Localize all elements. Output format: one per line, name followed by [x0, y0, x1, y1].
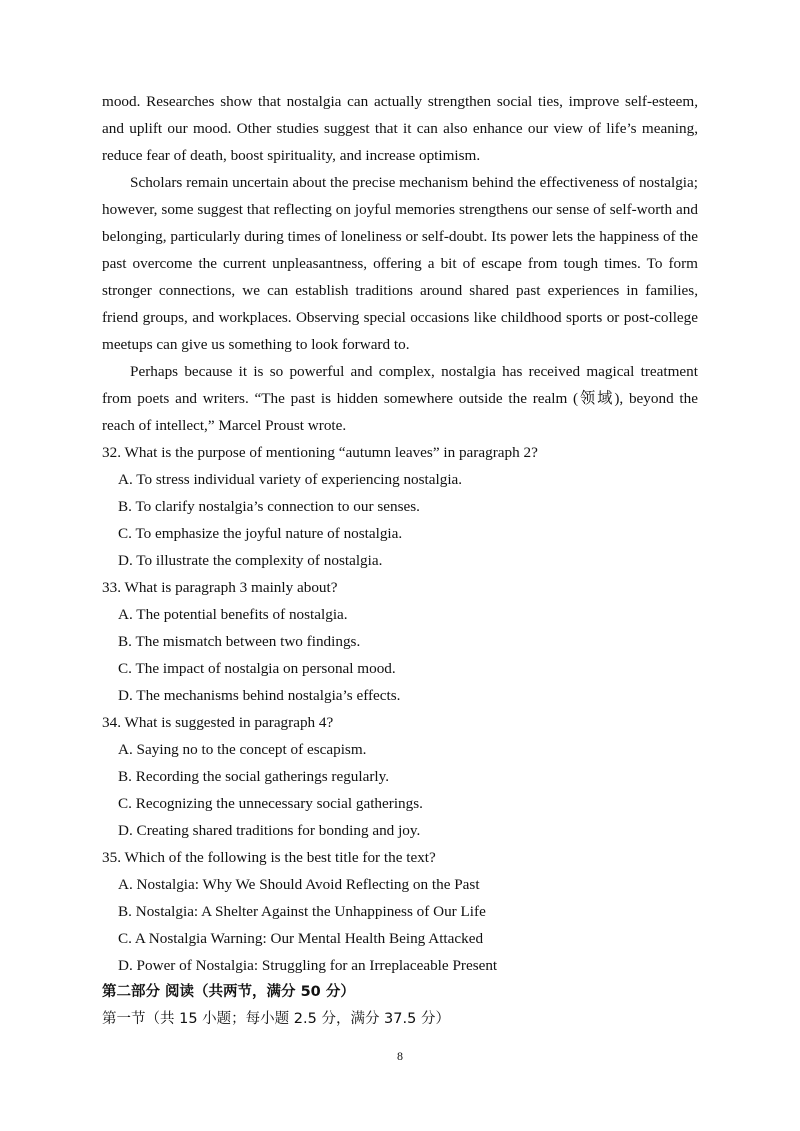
option-c: C. To emphasize the joyful nature of nostalgia. [118, 525, 403, 542]
section-heading: 第二部分 阅读（共两节，满分 50 分） [102, 984, 355, 1000]
option-a: A. To stress individual variety of experiencing nostalgia. [118, 471, 463, 488]
document-page [102, 88, 698, 1033]
question-stem: 33. What is paragraph 3 mainly about? [102, 579, 338, 596]
passage-paragraph-1: mood. Researches show that nostalgia can actually strengthen social ties, improve self-esteem, and uplift our mood. Other studies suggest that it can also enhance our view of life’s meaning, reduce fear of death, boost spirituality, and increase optimism. [102, 93, 698, 164]
option-d: D. The mechanisms behind nostalgia’s effects. [118, 687, 401, 704]
option-b: B. The mismatch between two findings. [118, 633, 361, 650]
passage-paragraph-2: Scholars remain uncertain about the precise mechanism behind the effectiveness of nostalgia; however, some suggest that reflecting on joyful memories strengthens our sense of self-worth and belonging, particularly during times of loneliness or self-doubt. Its power lets the happiness of the past overcome the current unpleasantness, offering a bit of escape from tough times. To form stronger connections, we can establish traditions around shared past experiences in families, friend groups, and workplaces. Observing special occasions like childhood sports or post-college meetups can give us something to look forward to. [102, 174, 698, 353]
question-33 [102, 574, 698, 709]
option-a: A. Saying no to the concept of escapism. [118, 741, 367, 758]
question-32 [102, 439, 698, 574]
option-c: C. The impact of nostalgia on personal mood. [118, 660, 396, 677]
option-c: C. Recognizing the unnecessary social gatherings. [118, 795, 423, 812]
option-c: C. A Nostalgia Warning: Our Mental Health Being Attacked [118, 930, 484, 947]
option-b: B. Recording the social gatherings regularly. [118, 768, 390, 785]
subsection-heading: 第一节（共 15 小题；每小题 2.5 分，满分 37.5 分） [102, 1011, 450, 1027]
option-b: B. To clarify nostalgia’s connection to our senses. [118, 498, 420, 515]
question-stem: 34. What is suggested in paragraph 4? [102, 714, 334, 731]
option-d: D. Power of Nostalgia: Struggling for an Irreplaceable Present [118, 957, 498, 974]
option-a: A. Nostalgia: Why We Should Avoid Reflecting on the Past [118, 876, 480, 893]
option-b: B. Nostalgia: A Shelter Against the Unhappiness of Our Life [118, 903, 486, 920]
option-d: D. Creating shared traditions for bonding and joy. [118, 822, 421, 839]
question-34 [102, 709, 698, 844]
page-number: 8 [397, 1049, 403, 1063]
question-stem: 35. Which of the following is the best title for the text? [102, 849, 436, 866]
option-d: D. To illustrate the complexity of nostalgia. [118, 552, 383, 569]
question-stem: 32. What is the purpose of mentioning “autumn leaves” in paragraph 2? [102, 444, 538, 461]
passage-paragraph-3: Perhaps because it is so powerful and complex, nostalgia has received magical treatment from poets and writers. “The past is hidden somewhere outside the realm (领域), beyond the reach of intellect,” Marcel Proust wrote. [102, 363, 698, 434]
option-a: A. The potential benefits of nostalgia. [118, 606, 348, 623]
question-35 [102, 844, 698, 979]
